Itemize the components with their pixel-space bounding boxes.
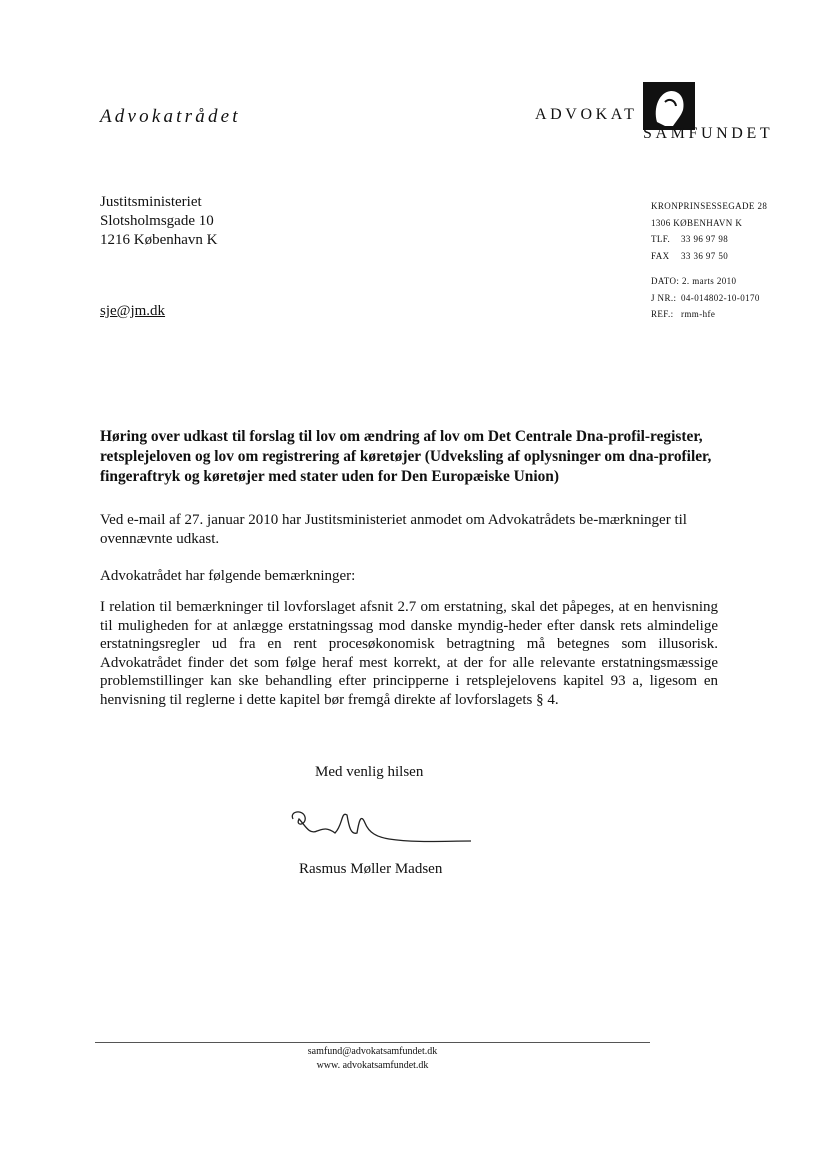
footer-web-link[interactable]: www. advokatsamfundet.dk [316, 1060, 429, 1071]
sender-city: 1306 KØBENHAVN K [651, 217, 743, 228]
jnr-value: 04-014802-10-0170 [681, 292, 760, 303]
signatory-name: Rasmus Møller Madsen [299, 861, 443, 877]
letter-heading: Høring over udkast til forslag til lov om ændring af lov om Det Centrale Dna-profil-register, retsplejeloven og lov om registrering af køretøjer (Udveksling af oplysninger om dna-profiler, fingeraftryk og køretøjer med stater uden for Den Europæiske Union) [100, 428, 712, 485]
logo-text-advokat: ADVOKAT [535, 106, 638, 123]
tlf-value: 33 96 97 98 [681, 234, 729, 244]
paragraph-3: I relation til bemærkninger til lovforslaget afsnit 2.7 om erstatning, skal det påpeges, at en henvisning til muligheden for at anlægge erstatningssag mod danske myndig-heder efter dansk rets almindelige erstatningsregler ud fra en rent procesøkonomisk betragtning må betegnes som illusorisk. Advokatrådet finder det som følge heraf mest korrekt, at der for alle relevante erstatningsmæssige problemstillinger kan ske behandling efter principperne i retsplejelovens kapitel 93 a, ligesom en henvisning til reglerne i dette kapitel bør fremgå direkte af lovforslagets § 4. [100, 599, 718, 708]
fax-value: 33 36 97 50 [681, 250, 729, 261]
closing: Med venlig hilsen [315, 764, 424, 780]
dato-label: DATO: [651, 276, 680, 286]
sender-street: KRONPRINSESSEGADE 28 [651, 201, 768, 211]
paragraph-2: Advokatrådet har følgende bemærkninger: [100, 568, 356, 584]
sender-info [651, 198, 767, 323]
tlf-label: TLF. [651, 234, 671, 244]
recipient-street: Slotsholmsgade 10 [100, 213, 214, 229]
ref-label: REF.: [651, 309, 674, 319]
fax-label: FAX [651, 250, 670, 261]
jnr-label: J NR.: [651, 292, 677, 303]
dato-value: 2. marts 2010 [682, 276, 737, 286]
logo-text-samfundet: SAMFUNDET [643, 125, 774, 142]
paragraph-1: Ved e-mail af 27. januar 2010 har Justitsministeriet anmodet om Advokatrådets be-mærkninger til ovennævnte udkast. [100, 512, 687, 547]
council-name: Advokatrådet [100, 106, 241, 127]
recipient-address [100, 193, 217, 250]
footer-email-link[interactable]: samfund@advokatsamfundet.dk [307, 1046, 438, 1057]
ref-value: rmm-hfe [681, 309, 716, 319]
signature-icon [285, 805, 475, 860]
recipient-name: Justitsministeriet [100, 194, 202, 210]
footer-divider [95, 1042, 650, 1043]
recipient-email-link[interactable]: sje@jm.dk [100, 303, 166, 319]
logo-helmet-icon [643, 82, 695, 130]
recipient-city: 1216 København K [100, 232, 218, 248]
